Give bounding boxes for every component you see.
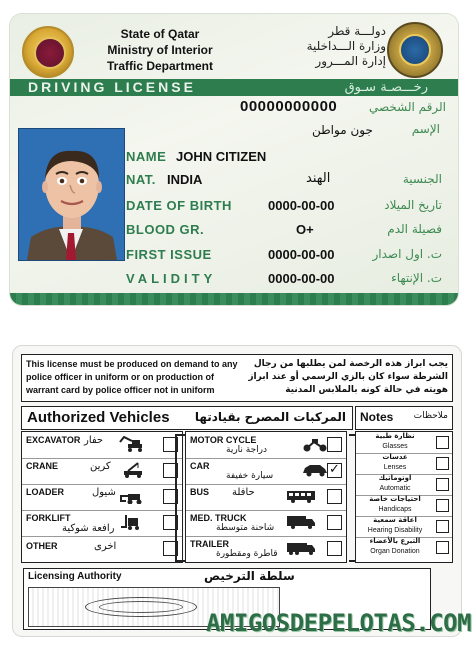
vehicle-row-car — [186, 458, 346, 485]
notes-en: Notes — [360, 410, 394, 424]
license-front — [10, 14, 458, 305]
header-ar-state: دولـــة قطر — [328, 24, 386, 38]
note-en: Lenses — [383, 464, 407, 471]
bus-icon — [286, 488, 316, 504]
vehicle-checkbox[interactable] — [327, 515, 342, 530]
blood-label: BLOOD GR. — [126, 222, 205, 237]
gcc-emblem — [387, 22, 443, 78]
watermark: AMIGOSDEPELOTAS.COM — [206, 609, 472, 637]
note-en: Handicaps — [378, 506, 412, 513]
excavator-icon — [118, 436, 148, 452]
vehicle-ar-label: شاحنة متوسطة — [216, 523, 275, 533]
vehicle-ar-label: حفار — [84, 435, 104, 446]
blood-value: O+ — [296, 222, 314, 237]
note-ar: اعاقة سمعية — [373, 516, 417, 524]
vehicle-label: LOADER — [26, 487, 64, 497]
license-number-ar-label: الرقم الشخصي — [369, 100, 446, 114]
dob-value: 0000-00-00 — [268, 198, 335, 213]
name-ar-label: الإسم — [411, 122, 440, 136]
first-issue-label: FIRST ISSUE — [126, 247, 212, 262]
licensing-authority-ar: سلطة الترخيص — [204, 569, 295, 583]
authorized-vehicles-en: Authorized Vehicles — [27, 409, 170, 426]
vehicle-ar-label: سيارة خفيفة — [226, 471, 274, 481]
vehicle-label: CAR — [190, 461, 210, 471]
note-row-hearing — [356, 516, 452, 538]
licensing-authority-en: Licensing Authority — [28, 571, 122, 582]
vehicle-ar-label: رافعة شوكية — [62, 523, 115, 534]
dob-label: DATE OF BIRTH — [126, 198, 232, 213]
note-row-organ — [356, 537, 452, 558]
first-issue-value: 0000-00-00 — [268, 247, 335, 262]
title-ar: رخـــصـة سـوق — [344, 80, 428, 95]
vehicle-row-trailer — [186, 536, 346, 562]
qatar-logo — [22, 26, 74, 78]
vehicle-row-forklift — [22, 510, 182, 537]
vehicle-checkbox[interactable] — [327, 437, 342, 452]
forklift-icon — [118, 514, 148, 530]
header-en — [90, 26, 230, 74]
vehicle-label: MED. TRUCK — [190, 513, 247, 523]
note-en: Glasses — [382, 443, 408, 450]
name-label: NAME — [126, 149, 167, 164]
header-ar — [256, 24, 386, 69]
header-ar-ministry: وزارة الـــداخلية — [306, 39, 386, 53]
loader-icon — [118, 488, 148, 504]
header-state: State of Qatar — [120, 27, 200, 41]
vehicle-ar-label: اخرى — [94, 541, 117, 552]
note-en: Hearing Disability — [367, 527, 423, 534]
crane-icon — [118, 462, 148, 478]
title-en: DRIVING LICENSE — [28, 79, 196, 95]
name-ar-value: جون مواطن — [312, 123, 373, 137]
note-ar: عدسات — [382, 453, 408, 461]
vehicle-label: CRANE — [26, 461, 59, 471]
vehicle-row-other — [22, 536, 182, 562]
first-issue-ar-label: ت. اول اصدار — [372, 247, 442, 261]
note-checkbox[interactable] — [436, 457, 449, 470]
license-number: 00000000000 — [240, 98, 338, 115]
vehicle-label: EXCAVATOR — [26, 435, 81, 445]
note-ar: احتياجات خاصة — [369, 495, 421, 503]
vehicle-label: MOTOR CYCLE — [190, 435, 257, 445]
title-bar — [10, 79, 458, 96]
authorized-vehicles-header — [21, 406, 353, 430]
holder-photo — [18, 128, 125, 261]
stamp-inner-oval — [99, 601, 183, 613]
vehicle-ar-label: كرين — [90, 461, 111, 472]
validity-label: VALIDITY — [126, 271, 217, 286]
front-bottom-stripe — [10, 293, 458, 305]
header-ar-department: إدارة المـــرور — [315, 54, 386, 68]
note-row-handicaps — [356, 495, 452, 517]
notes-header — [355, 406, 453, 430]
blood-ar-label: فصيلة الدم — [387, 222, 442, 236]
vehicle-label: OTHER — [26, 541, 58, 551]
notice-en: This license must be produced on demand to any police officer in uniform or on production of warrant card by police officer not in uniform — [26, 359, 238, 395]
vehicle-row-crane — [22, 458, 182, 485]
vehicle-checkbox[interactable] — [327, 489, 342, 504]
note-row-glasses — [356, 432, 452, 454]
name-value: JOHN CITIZEN — [176, 149, 267, 164]
nationality-label: NAT. — [126, 172, 156, 187]
authorized-vehicles-ar: المركبات المصرح بقيادتها — [194, 410, 346, 424]
validity-value: 0000-00-00 — [268, 271, 335, 286]
note-row-lenses — [356, 453, 452, 475]
car-icon — [300, 462, 330, 478]
note-en: Organ Donation — [370, 548, 420, 555]
vehicle-ar-label: قاطرة ومقطورة — [216, 549, 278, 559]
notes-ar: ملاحظات — [413, 411, 448, 421]
vehicle-checkbox-car[interactable]: ✓ — [327, 463, 342, 478]
vehicle-row-loader — [22, 484, 182, 511]
dob-ar-label: تاريخ الميلاد — [384, 198, 442, 212]
vehicle-ar-label: دراجة نارية — [226, 445, 268, 455]
header-ministry: Ministry of Interior — [107, 43, 213, 57]
vehicle-row-motorcycle — [186, 432, 346, 459]
note-checkbox[interactable] — [436, 541, 449, 554]
note-en: Automatic — [379, 485, 411, 492]
vehicle-label: TRAILER — [190, 539, 229, 549]
vehicle-bracket-left — [175, 434, 185, 562]
vehicle-label: BUS — [190, 487, 210, 497]
note-ar: التبرع بالأعضاء — [369, 537, 421, 545]
note-checkbox[interactable] — [436, 436, 449, 449]
header-department: Traffic Department — [106, 59, 214, 73]
vehicle-list-left — [21, 431, 183, 563]
nationality-ar-value: الهند — [306, 171, 331, 186]
notes-list — [355, 431, 453, 563]
vehicle-ar-label: شيول — [92, 487, 116, 498]
vehicle-ar-label: حافلة — [232, 487, 255, 498]
nationality-ar-label: الجنسية — [402, 172, 442, 186]
trailer-icon — [286, 540, 316, 556]
front-header — [10, 14, 458, 80]
note-row-automatic — [356, 474, 452, 496]
vehicle-row-bus — [186, 484, 346, 511]
note-ar: نظارة طبية — [375, 432, 415, 440]
validity-ar-label: ت. الإنتهاء — [391, 271, 442, 285]
note-checkbox[interactable] — [436, 499, 449, 512]
motorcycle-icon — [300, 436, 330, 452]
vehicle-list-right — [185, 431, 347, 563]
note-checkbox[interactable] — [436, 478, 449, 491]
truck-icon — [286, 514, 316, 530]
vehicle-checkbox[interactable] — [327, 541, 342, 556]
license-back — [12, 345, 462, 637]
vehicle-row-med-truck — [186, 510, 346, 537]
note-ar: اوتوماتيك — [378, 474, 412, 482]
notice-ar: يجب ابراز هذه الرخصة لمن يطلبها من رجال الشرطة سواء كان بالزي الرسمي أو عند ابراز هويته في حالة كونه بالملابس المدنية — [248, 359, 448, 395]
vehicle-label: FORKLIFT — [26, 513, 71, 523]
notice-box — [21, 354, 453, 402]
nationality-value: INDIA — [167, 172, 203, 187]
note-checkbox[interactable] — [436, 520, 449, 533]
vehicle-row-excavator — [22, 432, 182, 459]
